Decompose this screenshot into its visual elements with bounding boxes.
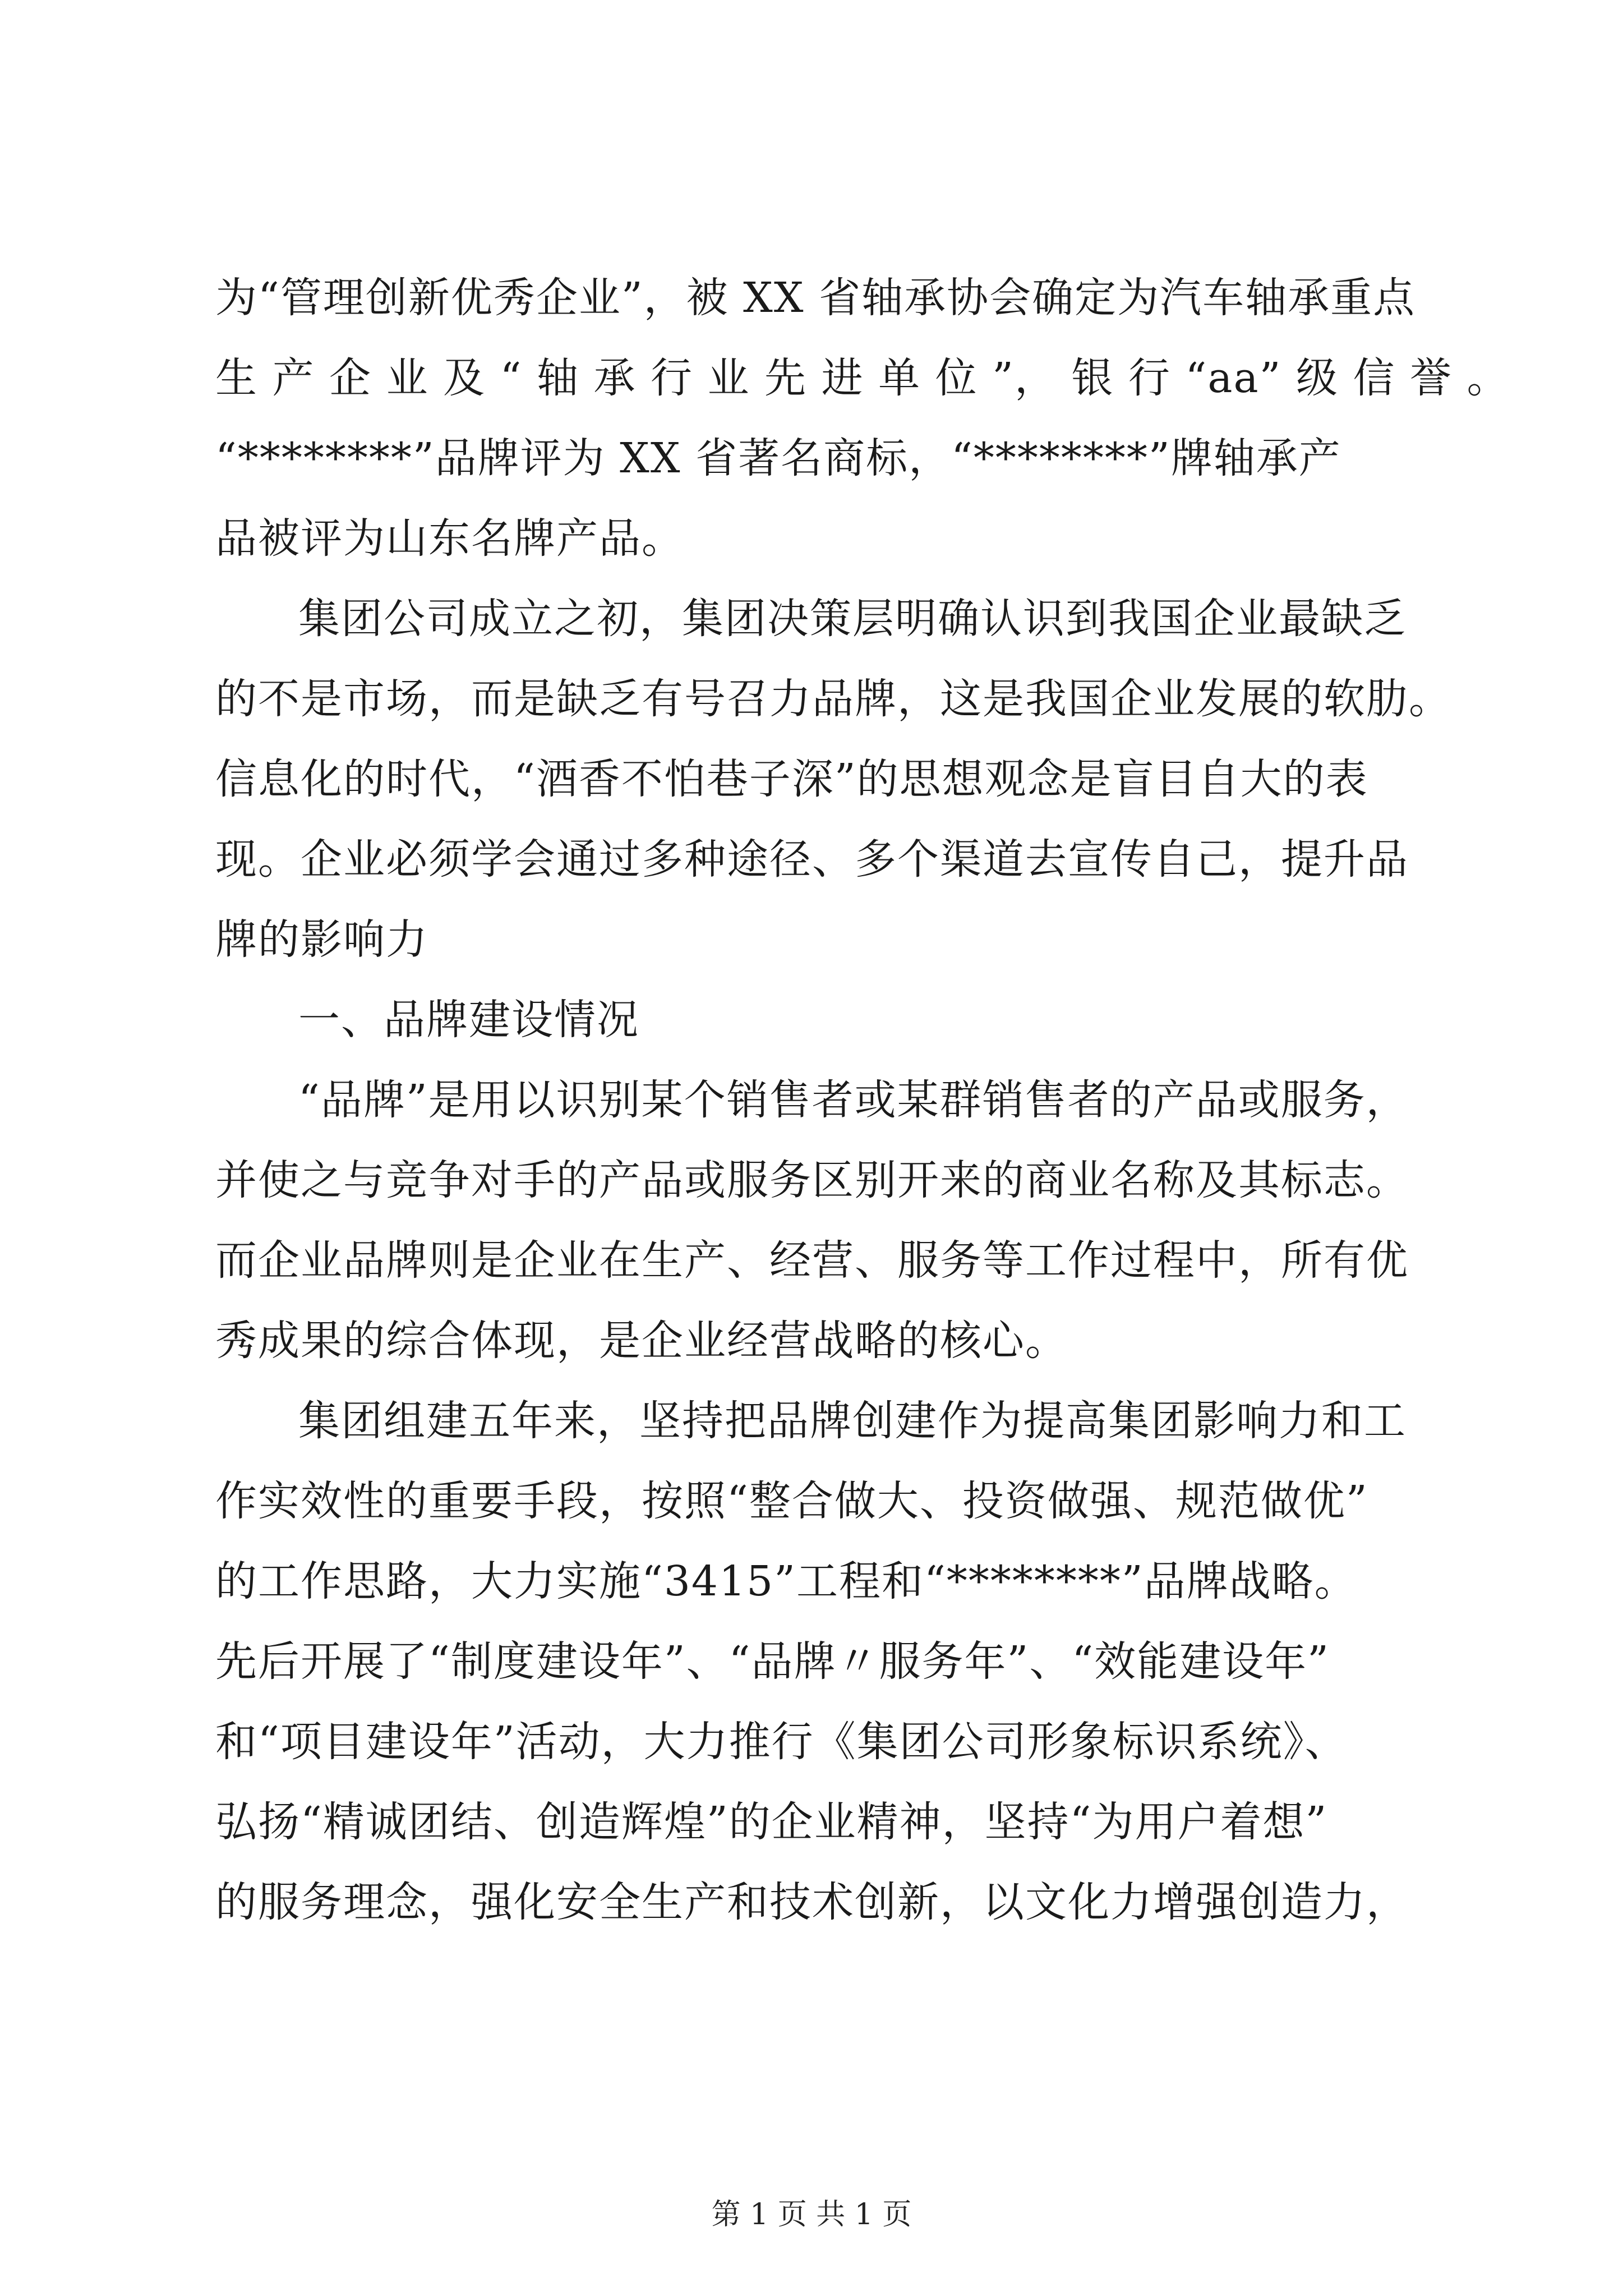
text-line: 集团组建五年来，坚持把品牌创建作为提高集团影响力和工 — [298, 1397, 1407, 1445]
text-line: “********”品牌评为 XX 省著名商标，“********”牌轴承产 — [215, 434, 1341, 482]
document-body — [215, 258, 1510, 1943]
text-line: 和“项目建设年”活动，大力推行《集团公司形象标识系统》、 — [215, 1718, 1348, 1766]
section-heading — [215, 980, 1421, 1060]
text-line: 集团公司成立之初，集团决策层明确认识到我国企业最缺乏 — [298, 595, 1407, 643]
page-footer: 第 1 页 共 1 页 — [711, 2198, 912, 2231]
text-line: 而企业品牌则是企业在生产、经营、服务等工作过程中，所有优 — [215, 1236, 1409, 1285]
text-line: 的工作思路，大力实施“3415”工程和“********”品牌战略。 — [215, 1557, 1357, 1605]
text-line: 并使之与竞争对手的产品或服务区别开来的商业名称及其标志。 — [215, 1156, 1409, 1204]
text-line: “品牌”是用以识别某个销售者或某群销售者的产品或服务， — [298, 1076, 1409, 1124]
paragraph-1 — [215, 258, 1510, 579]
text-line: 作实效性的重要手段，按照“整合做大、投资做强、规范做优” — [215, 1477, 1368, 1525]
text-line: 现。企业必须学会通过多种途径、多个渠道去宣传自己，提升品 — [215, 835, 1409, 884]
paragraph-5 — [215, 1381, 1421, 1943]
paragraph-4 — [215, 1060, 1421, 1381]
paragraph-2 — [215, 579, 1451, 980]
text-line: 品被评为山东名牌产品。 — [215, 514, 684, 563]
text-line: 牌的影响力 — [215, 915, 428, 964]
text-line: 的不是市场，而是缺乏有号召力品牌，这是我国企业发展的软肋。 — [215, 675, 1451, 723]
text-line: 的服务理念，强化安全生产和技术创新，以文化力增强创造力， — [215, 1878, 1409, 1926]
text-line: 信息化的时代，“酒香不怕巷子深”的思想观念是盲目自大的表 — [215, 755, 1368, 803]
text-line: 为“管理创新优秀企业”，被 XX 省轴承协会确定为汽车轴承重点 — [215, 274, 1416, 322]
text-line: 生 产 企 业 及 “ 轴 承 行 业 先 进 单 位 ”， 银 行 “aa” 级 信 誉 。 — [215, 354, 1510, 402]
text-line: 先后开展了“制度建设年”、“品牌〃服务年”、“效能建设年” — [215, 1637, 1330, 1686]
heading-line: 一、品牌建设情况 — [298, 996, 639, 1044]
text-line: 弘扬“精诚团结、创造辉煌”的企业精神，坚持“为用户着想” — [215, 1798, 1328, 1846]
text-line: 秀成果的综合体现，是企业经营战略的核心。 — [215, 1317, 1068, 1365]
